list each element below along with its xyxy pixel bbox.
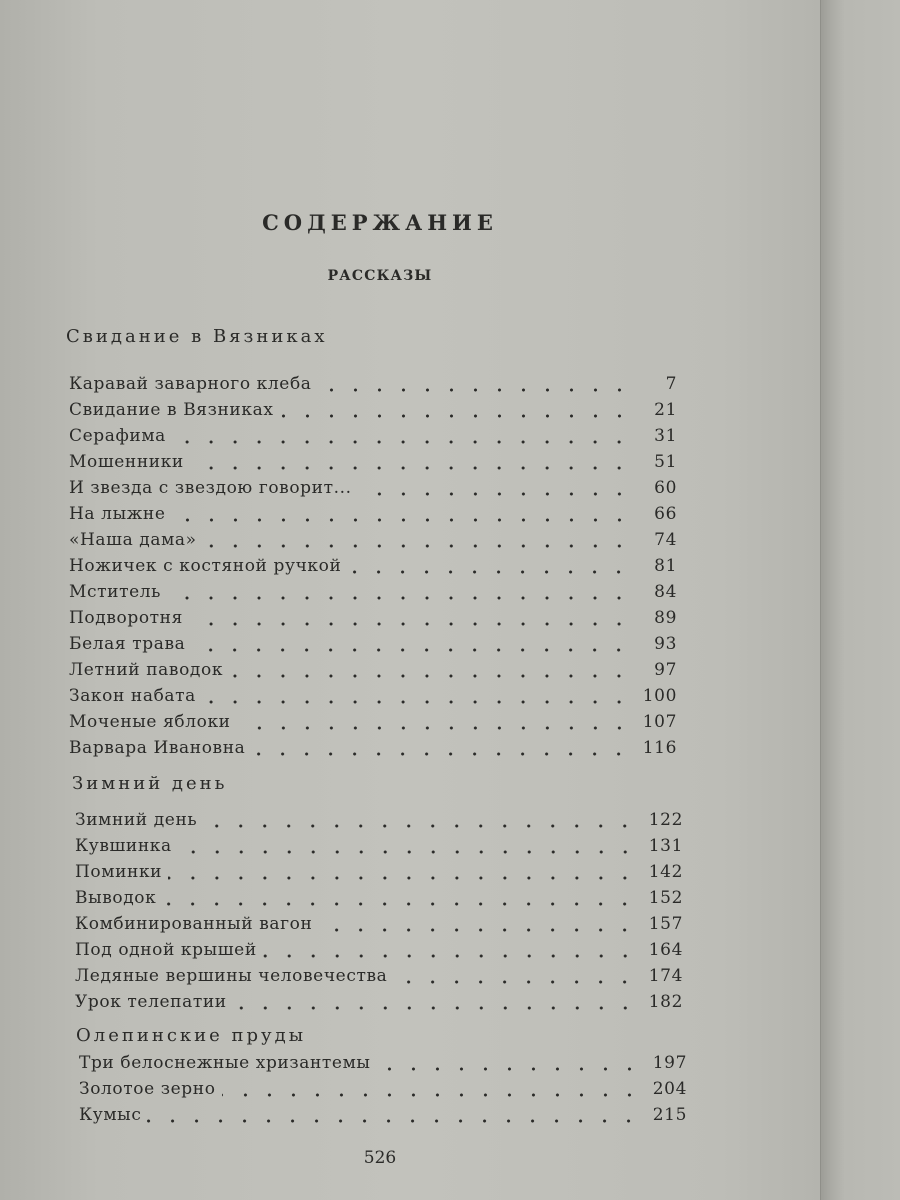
toc-entry [75, 810, 683, 834]
toc-entry [69, 452, 677, 476]
toc-entry-title: На лыжне [69, 504, 166, 524]
toc-entry-title: Ножичек с костяной ручкой [69, 556, 342, 576]
toc-entry-page: 97 [654, 660, 677, 680]
toc-entry-page: 21 [654, 400, 677, 420]
dot-leader [393, 977, 637, 987]
toc-entry [69, 660, 677, 684]
toc-entry-page: 89 [654, 608, 677, 628]
dot-leader [318, 925, 637, 935]
toc-entry [69, 712, 677, 736]
toc-entry-page: 182 [648, 992, 683, 1012]
toc-entry-title: Ледяные вершины человечества [75, 966, 388, 986]
toc-entry-page: 174 [648, 966, 683, 986]
toc-entry-page: 215 [652, 1105, 687, 1125]
toc-entry-title: Свидание в Вязниках [69, 400, 274, 420]
toc-entry-page: 60 [654, 478, 677, 498]
toc-entry-page: 157 [648, 914, 683, 934]
toc-entry [69, 738, 677, 762]
toc-entry-page: 84 [654, 582, 677, 602]
toc-entry-page: 142 [648, 862, 683, 882]
toc-entry-page: 31 [654, 426, 677, 446]
toc-entry [75, 888, 683, 912]
toc-entry-title: Кумыс [79, 1105, 142, 1125]
dot-leader [172, 437, 631, 447]
toc-entry-page: 66 [654, 504, 677, 524]
dot-leader [190, 463, 631, 473]
toc-entry-page: 116 [642, 738, 677, 758]
toc-entry [79, 1105, 687, 1129]
toc-entry-title: Три белоснежные хризантемы [79, 1053, 371, 1073]
toc-entry-page: 7 [665, 374, 677, 394]
toc-entry-page: 81 [654, 556, 677, 576]
toc-entry [69, 504, 677, 528]
dot-leader [318, 385, 631, 395]
toc-entry [75, 992, 683, 1016]
toc-entry-title: Серафима [69, 426, 166, 446]
toc-entry [79, 1053, 687, 1077]
toc-entry-title: И звезда с звездою говорит... [69, 478, 352, 498]
dot-leader [191, 645, 631, 655]
dot-leader [377, 1064, 641, 1074]
toc-entry [69, 478, 677, 502]
toc-entry-title: Летний паводок [69, 660, 224, 680]
next-page-edge [820, 0, 900, 1200]
dot-leader [172, 515, 631, 525]
toc-entry-title: Варвара Ивановна [69, 738, 246, 758]
toc-entry-page: 100 [642, 686, 677, 706]
dot-leader [167, 593, 631, 603]
toc-entry-title: Белая трава [69, 634, 186, 654]
dot-leader [203, 541, 631, 551]
page-subtitle: РАССКАЗЫ [327, 268, 433, 284]
toc-entry-title: Мошенники [69, 452, 184, 472]
dot-leader [347, 567, 631, 577]
toc-entry-page: 197 [652, 1053, 687, 1073]
toc-entry [69, 686, 677, 710]
toc-entry [69, 608, 677, 632]
dot-leader [162, 899, 637, 909]
toc-entry-title: Мститель [69, 582, 161, 602]
toc-entry [75, 862, 683, 886]
toc-entry [69, 426, 677, 450]
toc-entry-page: 107 [642, 712, 677, 732]
dot-leader [189, 619, 631, 629]
section-heading: Зимний день [72, 773, 228, 794]
toc-entry [75, 836, 683, 860]
toc-entry [69, 634, 677, 658]
page-number: 526 [363, 1148, 397, 1168]
toc-entry-title: Золотое зерно [79, 1079, 216, 1099]
dot-leader [237, 723, 631, 733]
toc-entry-page: 93 [654, 634, 677, 654]
dot-leader [263, 951, 637, 961]
dot-leader [147, 1116, 641, 1126]
toc-entry [79, 1079, 687, 1103]
toc-entry [69, 374, 677, 398]
toc-entry-title: Моченые яблоки [69, 712, 231, 732]
toc-entry-title: Кувшинка [75, 836, 172, 856]
section-heading: Свидание в Вязниках [66, 326, 328, 347]
toc-entry-title: Каравай заварного клеба [69, 374, 312, 394]
page-title: СОДЕРЖАНИЕ [262, 210, 498, 235]
dot-leader [229, 671, 631, 681]
toc-entry [75, 914, 683, 938]
dot-leader [358, 489, 631, 499]
toc-entry-page: 152 [648, 888, 683, 908]
toc-entry-title: Поминки [75, 862, 163, 882]
toc-entry-title: Подворотня [69, 608, 183, 628]
toc-entry-page: 164 [648, 940, 683, 960]
toc-entry [75, 966, 683, 990]
toc-entry [69, 400, 677, 424]
toc-entry-title: Под одной крышей [75, 940, 257, 960]
toc-entry [75, 940, 683, 964]
toc-entry-page: 204 [652, 1079, 687, 1099]
toc-entry [69, 582, 677, 606]
toc-entry [69, 530, 677, 554]
section-heading: Олепинские пруды [76, 1025, 307, 1046]
dot-leader [251, 749, 631, 759]
dot-leader [203, 821, 637, 831]
dot-leader [178, 847, 637, 857]
toc-entry-title: Выводок [75, 888, 157, 908]
toc-entry-page: 122 [648, 810, 683, 830]
toc-entry-title: Урок телепатии [75, 992, 227, 1012]
dot-leader [233, 1003, 637, 1013]
dot-leader [202, 697, 631, 707]
toc-entry-title: «Наша дама» [69, 530, 197, 550]
toc-entry-title: Закон набата [69, 686, 196, 706]
dot-leader [168, 873, 637, 883]
dot-leader [222, 1090, 641, 1100]
toc-entry-page: 51 [654, 452, 677, 472]
toc-entry-title: Зимний день [75, 810, 198, 830]
dot-leader [280, 411, 631, 421]
toc-entry-title: Комбинированный вагон [75, 914, 313, 934]
toc-entry-page: 74 [654, 530, 677, 550]
toc-entry-page: 131 [648, 836, 683, 856]
toc-entry [69, 556, 677, 580]
